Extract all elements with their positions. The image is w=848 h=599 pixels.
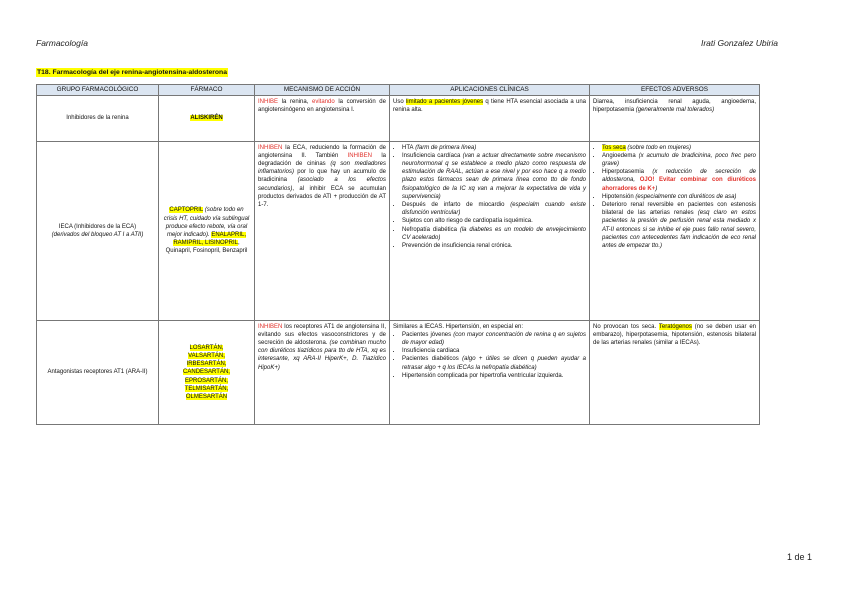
drug-name: IRBESARTÁN,	[186, 361, 227, 368]
table-row	[37, 96, 760, 142]
group-cell: Inhibidores de la renina	[37, 96, 159, 142]
col-header-applications: APLICACIONES CLÍNICAS	[390, 85, 590, 96]
adverse-cell	[590, 142, 760, 321]
header-author: Irati Gonzalez Ubiria	[700, 38, 778, 48]
header-subject: Farmacología	[36, 38, 88, 48]
mechanism-cell: INHIBEN los receptores AT1 de angiotensina II, evitando sus efectos vasoconstrictores y de secreción de aldosterona. (se combinan mucho con diuréticos tiazídicos para tto de HTA, xq es interesante, xq ARA-II HiperK+, D. Tiazídico HipoK+)	[255, 321, 390, 425]
applications-cell	[390, 142, 590, 321]
col-header-group: GRUPO FARMACOLÓGICO	[37, 85, 159, 96]
applications-cell: Uso limitado a pacientes jóvenes q tiene HTA esencial asociada a una renina alta.	[390, 96, 590, 142]
col-header-drug: FÁRMACO	[159, 85, 255, 96]
mechanism-cell: INHIBE la renina, evitando la conversión de angiotensinógeno en angiotensina I.	[255, 96, 390, 142]
drug-cell	[159, 96, 255, 142]
drug-name: LOSARTÁN,	[189, 344, 224, 351]
list-item: • Hiperpotasemia (x reducción de secreción de aldosterona, OJO! Evitar combinar con diuréticos ahorradores de K+)	[602, 168, 756, 193]
list-item: • Insuficiencia cardíaca (van a actuar directamente sobre mecanismo neurohormonal q se establece a medio plazo como respuesta de estimulación de RAAL, actúan a ese nivel y por eso hace q a medio plazo estos fármacos sean de primera línea como tto de fondo fisiopatológico de la IC xq van a mejorar la expectativa de vida y supervivencia)	[402, 152, 586, 201]
table-header-row	[37, 85, 760, 96]
adverse-cell: No provocan tos seca. Teratógenos (no se deben usar en embarazo), hiperpotasemia, hipotensión, estenosis bilateral de las arterias renales (similar a IECAs).	[590, 321, 760, 425]
list-item: • Hipotensión (especialmente con diuréticos de asa)	[602, 193, 756, 201]
page-number: 1 de 1	[786, 552, 812, 562]
document-title: T18. Farmacología del eje renina-angiotensina-aldosterona	[37, 69, 227, 76]
drug-name: CANDESARTÁN,	[183, 369, 230, 376]
col-header-adverse: EFECTOS ADVERSOS	[590, 85, 760, 96]
list-item: • Pacientes diabéticos (algo + útiles se dicen q pueden ayudar a retrasar algo + q los IECAs la nefropatía diabética)	[402, 355, 586, 371]
drug-name: CAPTOPRIL	[169, 207, 204, 214]
drug-name: VALSARTÁN,	[188, 352, 225, 359]
list-item: • Prevención de insuficiencia renal crónica.	[402, 242, 586, 250]
mechanism-cell: INHIBEN la ECA, reduciendo la formación de angiotensina II. También INHIBEN la degradación de cininas (q son mediadores inflamatorios) por lo que hay un acumulo de bradicinina (asociado a los efectos secundarios), al inhibir ECA se acumulan productos derivados de ATI + producción de AT 1-7.	[255, 142, 390, 321]
list-item: • HTA (farm de primera línea)	[402, 144, 586, 152]
applications-cell: Similares a IECAS. Hipertensión, en especial en: • Pacientes jóvenes (con mayor concentración de renina q en sujetos de mayor edad) • Insuficiencia cardiaca • Pacientes diabéticos (algo + útiles se dicen q pueden ayudar a retrasar algo + q los IECAs la nefropatía diabética) • Hipertensión complicada por hipertrofia ventricular izquierda.	[390, 321, 590, 425]
col-header-mechanism: MECANISMO DE ACCIÓN	[255, 85, 390, 96]
list-item: • Insuficiencia cardiaca	[402, 347, 586, 355]
group-cell: IECA (Inhibidores de la ECA) (derivados del bloqueo AT I a ATII)	[37, 142, 159, 321]
drug-name: EPROSARTÁN,	[185, 377, 228, 384]
list-item: • Deterioro renal reversible en pacientes con estenosis bilateral de las arterias renales (esq claro en estos pacientes la presión de perfusión renal esta mediado x AT-II entonces si se inhibe el eje pues fallo renal severo, pacientes con antecedentes fam indicación de eco renal antes de empezar tto.)	[602, 201, 756, 250]
drug-name: ENALAPRIL, RAMIPRIL, LISINOPRIL	[173, 232, 247, 247]
adverse-cell: Diarrea, insuficiencia renal aguda, angioedema, hiperpotasemia (generalmente mal tolerados)	[590, 96, 760, 142]
drug-name: TELMISARTÁN,	[184, 385, 229, 392]
list-item: • Hipertensión complicada por hipertrofia ventricular izquierda.	[402, 372, 586, 380]
drug-cell: CAPTOPRIL (sobre todo en crisis HT, cuidado vía sublingual produce efecto rebote, vía oral mejor indicado). ENALAPRIL, RAMIPRIL, LISINOPRIL, Quinapril, Fosinopril, Benzapril	[159, 142, 255, 321]
table-row	[37, 142, 760, 321]
drug-cell	[159, 321, 255, 425]
group-cell: Antagonistas receptores AT1 (ARA-II)	[37, 321, 159, 425]
pharmacology-table	[36, 84, 760, 425]
list-item: • Sujetos con alto riesgo de cardiopatía isquémica.	[402, 217, 586, 225]
list-item: • Pacientes jóvenes (con mayor concentración de renina q en sujetos de mayor edad)	[402, 331, 586, 347]
list-item: • Después de infarto de miocardio (especialm cuando existe disfunción ventricular)	[402, 201, 586, 217]
drug-name: ALISKIRÉN	[190, 115, 223, 122]
list-item: • Angioedema (x acumulo de bradicinina, poco frec pero grave)	[602, 152, 756, 168]
list-item: • Nefropatía diabética (la diabetes es un modelo de envejecimiento CV acelerado)	[402, 226, 586, 242]
list-item: • Tos seca (sobre todo en mujeres)	[602, 144, 756, 152]
drug-name: OLMESARTÁN	[185, 394, 228, 400]
table-row	[37, 321, 760, 425]
